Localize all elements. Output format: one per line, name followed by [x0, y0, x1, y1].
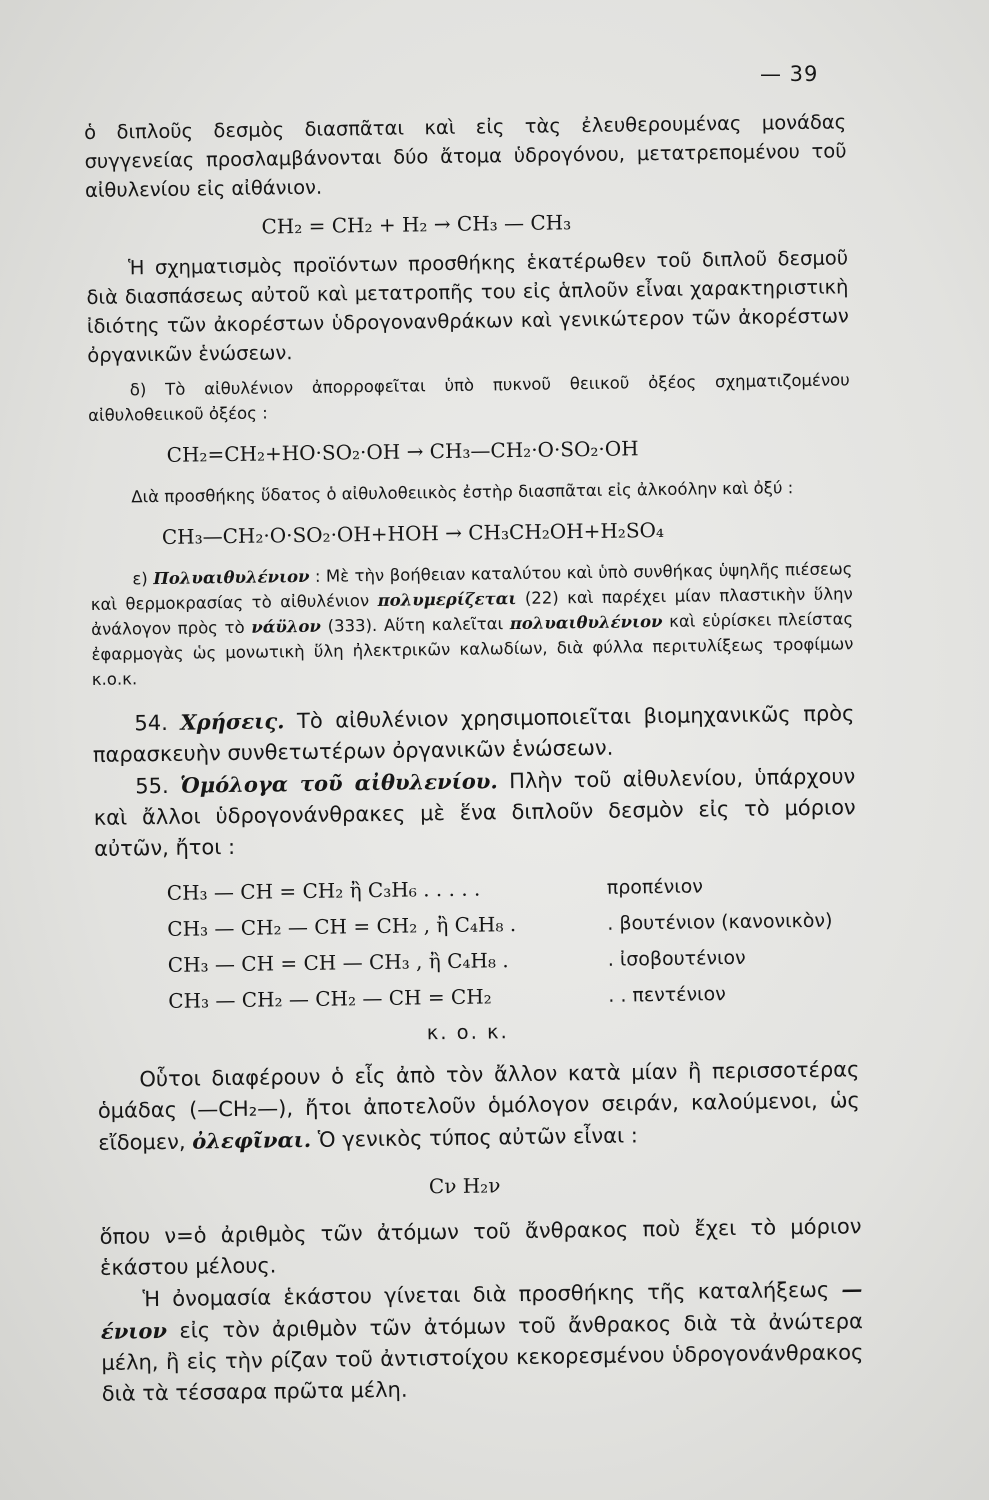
formula-hydrogenation: CH₂ = CH₂ + H₂ → CH₃ — CH₃: [261, 210, 572, 239]
paragraph-naming: Ἡ ὀνομασία ἑκάστου γίνεται διὰ προσθήκης τῆς καταλήξεως —ένιον εἰς τὸν ἀριθμὸν τῶν ἀτόμων τοῦ ἄνθρακος διὰ τὰ ἀνώτερα μέλη, ἢ εἰς τὴν ρίζαν τοῦ ἀντιστοίχου κεκορεσμένου ὑδρογονάνθρακος διὰ τὰ τέσσαρα πρῶτα μέλη.: [100, 1276, 864, 1406]
homolog-list: [95, 866, 859, 1055]
section-number: 55.: [135, 773, 181, 799]
paragraph-sulfuric-acid: δ) Τὸ αἰθυλένιον ἀπορροφεῖται ὑπὸ πυκνοῦ θειικοῦ ὀξέος σχηματιζομένου αἰθυλοθειικοῦ ὀξέος :: [88, 370, 850, 425]
paragraph-addition-products: Ἡ σχηματισμὸς προϊόντων προσθήκης ἑκατέρωθεν τοῦ διπλοῦ δεσμοῦ διὰ διασπάσεως αὐτοῦ καὶ μετατροπῆς του εἰς ἁπλοῦν εἶναι χαρακτηριστικὴ ἰδιότης τῶν ἀκορέστων ὑδρογονανθράκων καὶ γενικώτερον τῶν ἀκορέστων ὀργανικῶν ἑνώσεων.: [86, 246, 849, 367]
page-number: — 39: [760, 62, 819, 86]
etc-abbreviation: κ. ο. κ.: [426, 1020, 509, 1045]
section-title: Χρήσεις.: [180, 708, 285, 735]
paragraph-hydrogenation: ὁ διπλοῦς δεσμὸς διασπᾶται καὶ εἰς τὰς ἐλευθερουμένας μονάδας συγγενείας προσλαμβάνονται δύο ἄτομα ὑδρογόνου, μετατρεπομένου τοῦ αἰθυλενίου εἰς αἰθάνιον.: [84, 110, 847, 202]
homolog-formula: CH₃ — CH₂ — CH = CH₂ , ἢ C₄H₈ .: [167, 912, 517, 941]
page-body: [84, 107, 864, 1410]
homolog-formula: CH₃ — CH = CH — CH₃ , ἢ C₄H₈ .: [167, 948, 509, 977]
term-polyethylene: Πολυαιθυλένιον: [153, 566, 310, 589]
term-nylon: νάϋλον: [251, 616, 322, 637]
homolog-formula: CH₃ — CH₂ — CH₂ — CH = CH₂: [168, 984, 492, 1013]
paragraph-polyethylene: ε) Πολυαιθυλένιον : Μὲ τὴν βοήθειαν καταλύτου καὶ ὑπὸ συνθήκας ὑψηλῆς πιέσεως καὶ θερμοκρασίας τὸ αἰθυλένιον πολυμερίζεται (22) καὶ παρέχει μίαν πλαστικὴν ὕλην ἀνάλογον πρὸς τὸ νάϋλον (333). Αὕτη καλεῖται πολυαιθυλένιον καὶ εὑρίσκει πλείστας ἐφαρμογὰς ὡς μονωτικὴ ὕλη ἠλεκτρικῶν καλωδίων, διὰ φύλλα περιτυλίξεως τροφίμων κ.ο.κ.: [90, 559, 854, 689]
homolog-formula: CH₃ — CH = CH₂ ἢ C₃H₆ . . . . .: [166, 876, 481, 905]
term-polymerizes: πολυμερίζεται: [377, 589, 517, 610]
homolog-name: προπένιον: [606, 875, 704, 899]
formula-ethyl-sulfate: CH₂=CH₂+HO·SO₂·OH → CH₃—CH₂·O·SO₂·OH: [166, 436, 639, 467]
section-54-uses: 54. Χρήσεις. Τὸ αἰθυλένιον χρησιμοποιεῖται βιομηχανικῶς πρὸς παρασκευὴν συνθετωτέρων ὀργανικῶν ἑνώσεων.: [92, 701, 855, 767]
section-title: Ὁμόλογα τοῦ αἰθυλενίου.: [179, 768, 498, 798]
homolog-name: . βουτένιον (κανονικὸν): [607, 909, 833, 935]
section-number: 54.: [134, 710, 181, 736]
paragraph-nu-definition: ὅπου ν=ὁ ἀριθμὸς τῶν ἀτόμων τοῦ ἄνθρακος ποὺ ἔχει τὸ μόριον ἑκάστου μέλους.: [99, 1214, 862, 1280]
homolog-name: . ἰσοβουτένιον: [607, 946, 746, 971]
homolog-name: . . πεντένιον: [608, 983, 726, 1007]
general-formula: Cν H₂ν: [428, 1173, 501, 1199]
paragraph-hydrolysis: Διὰ προσθήκης ὕδατος ὁ αἰθυλοθειικὸς ἐστὴρ διασπᾶται εἰς ἀλκοόλην καὶ ὀξύ :: [131, 478, 794, 507]
term-suffix: —ένιον: [100, 1276, 863, 1344]
paragraph-olefins: Οὗτοι διαφέρουν ὁ εἷς ἀπὸ τὸν ἄλλον κατὰ μίαν ἢ περισσοτέρας ὁμάδας (—CH₂—), ἤτοι ἀποτελοῦν ὁμόλογον σειράν, καλούμενοι, ὡς εἴδομεν, ὀλεφῖναι. Ὁ γενικὸς τύπος αὐτῶν εἶναι :: [97, 1057, 860, 1155]
term-olefins: ὀλεφῖναι.: [192, 1126, 312, 1154]
formula-ethanol: CH₃—CH₂·O·SO₂·OH+HOH → CH₃CH₂OH+H₂SO₄: [161, 517, 665, 549]
term-polyethylene-2: πολυαιθυλένιον: [509, 611, 663, 634]
section-55-homologs: 55. Ὁμόλογα τοῦ αἰθυλενίου. Πλὴν τοῦ αἰθυλενίου, ὑπάρχουν καὶ ἄλλοι ὑδρογονάνθρακες μὲ ἕνα διπλοῦν δεσμὸν εἰς τὸ μόριον αὐτῶν, ἤτοι :: [93, 764, 856, 861]
item-label: ε): [132, 569, 154, 589]
